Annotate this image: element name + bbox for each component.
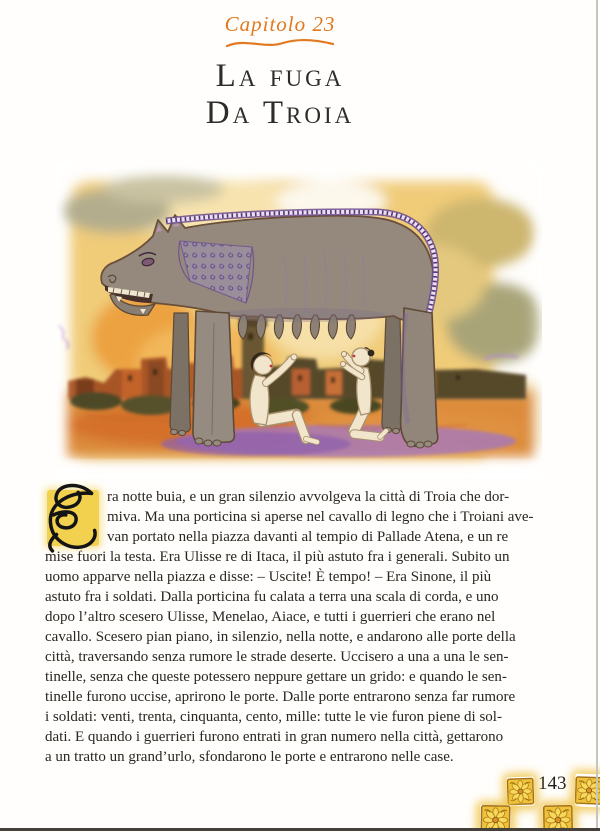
text-line: ra notte buia, e un gran silenzio avvolgeva la città di Troia che dor- — [107, 489, 510, 505]
text-line: i soldati: venti, trenta, cinquanta, cento, mille: tutte le vie furon piene di sol- — [45, 709, 502, 725]
text-line: a un tratto un grand’urlo, sfondarono le porte e entrarono nelle case. — [45, 749, 454, 765]
text-line: van portato nella piazza davanti al tempio di Pallade Atena, e un re — [107, 529, 509, 545]
she-wolf-illustration-icon — [56, 163, 542, 478]
text-line: dati. E quando i guerrieri furono entrati in gran numero nella città, gettarono — [45, 729, 504, 745]
story-text — [45, 487, 556, 767]
chapter-heading: Capitolo 23 — [224, 12, 336, 36]
text-line: tinelle furono uccise, aprirono le porte. Dalle porte entrarono senza far rumore — [45, 689, 516, 705]
text-line: astuto fra i soldati. Dalla porticina fu calata a terra una scala di corda, e uno — [45, 589, 499, 605]
dropcap-initial — [45, 487, 107, 547]
text-line: mise fuori la testa. Era Ulisse re di Itaca, il più astuto fra i generali. Subito un — [45, 549, 510, 565]
page-scan-right-edge — [596, 0, 598, 831]
page-title — [0, 58, 560, 132]
page-number: 143 — [538, 773, 567, 794]
text-line: miva. Ma una porticina si aperse nel cavallo di legno che i Troiani ave- — [107, 509, 534, 525]
wolf-illustration — [56, 163, 542, 478]
title-line-2: Da Troia — [205, 95, 355, 131]
text-line: città, traversando senza rumore le strade deserte. Uccisero a una a una le sen- — [45, 649, 509, 665]
text-line: uomo apparve nella piazza e disse: – Uscite! È tempo! – Era Sinone, il più — [45, 569, 492, 585]
text-line: tinelle, senza che queste potessero neppure gettare un grido: e quando le sen- — [45, 669, 507, 685]
title-line-1: La fuga — [215, 58, 345, 94]
text-line: dopo l’altro scesero Ulisse, Menelao, Aiace, e tutti i guerrieri che erano nel — [45, 609, 496, 625]
text-line: cavallo. Scesero pian piano, in silenzio, nella notte, e andarono alle porte della — [45, 629, 516, 645]
gold-rosette-tile-icon — [507, 777, 535, 807]
calligraphic-e-icon — [40, 481, 106, 553]
chapter-underline-flourish-icon — [225, 37, 335, 49]
